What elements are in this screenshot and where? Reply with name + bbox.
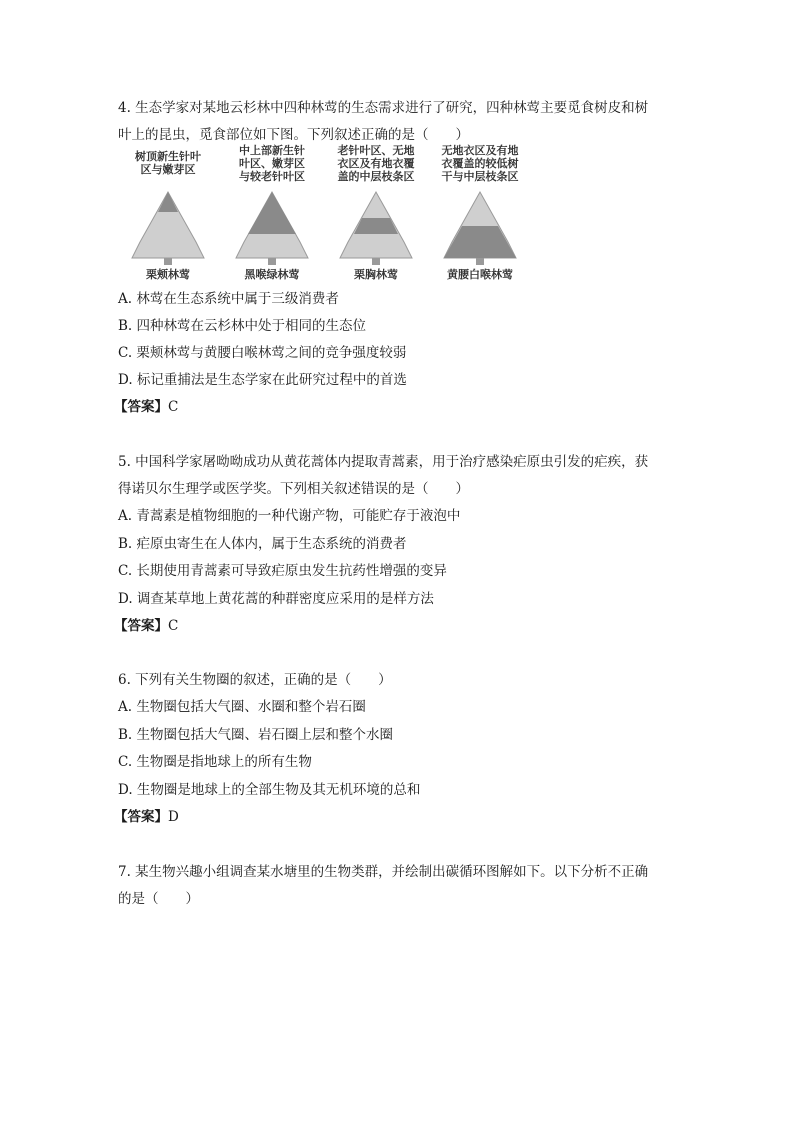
tree-4-top-label-line: 衣覆盖的较低树 [441, 157, 519, 170]
q4-option-c: C. 栗颊林莺与黄腰白喉林莺之间的竞争强度较弱 [118, 345, 407, 361]
answer-value: C [168, 399, 179, 415]
answer-label: 【答案】 [114, 618, 168, 634]
q5-option-c: C. 长期使用青蒿素可导致疟原虫发生抗药性增强的变异 [118, 563, 447, 579]
q5-answer [114, 616, 178, 636]
tree-3-top-label [326, 144, 426, 183]
tree-2-top-label-line: 叶区、嫩芽区 [239, 157, 305, 170]
q7-stem-line-1: 7. 某生物兴趣小组调查某水塘里的生物类群，并绘制出碳循环图解如下。以下分析不正确 [118, 864, 649, 880]
tree-black-throated-green [222, 144, 322, 282]
spruce-tree-icon [336, 190, 416, 266]
tree-1-bird-name: 栗颊林莺 [146, 268, 190, 281]
q4-stem-line-2: 叶上的昆虫，觅食部位如下图。下列叙述正确的是（ ） [118, 127, 469, 143]
q4-answer [114, 397, 178, 417]
tree-2-bird-name: 黑喉绿林莺 [244, 268, 300, 281]
tree-4-bird-name: 黄腰白喉林莺 [447, 268, 513, 281]
tree-4-top-label-line: 干与中层枝条区 [441, 170, 519, 183]
q6-option-a: A. 生物圈包括大气圈、水圈和整个岩石圈 [118, 699, 366, 715]
tree-bay-breasted-cheek [118, 150, 218, 282]
tree-2-top-label-line: 中上部新生针 [239, 144, 305, 157]
spruce-forest-figure [118, 144, 538, 282]
tree-3-top-label-line: 盖的中层枝条区 [337, 170, 415, 183]
q6-answer [114, 807, 179, 827]
answer-value: C [168, 618, 179, 634]
tree-2-top-label [222, 144, 322, 183]
spruce-tree-icon [128, 190, 208, 266]
q7-stem-line-2: 的是（ ） [118, 891, 199, 907]
tree-1-top-label [118, 150, 218, 176]
tree-3-bird-name: 栗胸林莺 [354, 268, 398, 281]
tree-4-top-label [430, 144, 530, 183]
tree-3-top-label-line: 老针叶区、无地 [337, 144, 415, 157]
q6-option-b: B. 生物圈包括大气圈、岩石圈上层和整个水圈 [118, 727, 394, 743]
q6-option-c: C. 生物圈是指地球上的所有生物 [118, 754, 312, 770]
q6-option-d: D. 生物圈是地球上的全部生物及其无机环境的总和 [118, 782, 421, 798]
q5-option-d: D. 调查某草地上黄花蒿的种群密度应采用的是样方法 [118, 591, 434, 607]
spruce-tree-icon [232, 190, 312, 266]
q5-option-b: B. 疟原虫寄生在人体内，属于生态系统的消费者 [118, 536, 407, 552]
tree-chestnut-breasted [326, 144, 426, 282]
tree-1-top-label-line: 区与嫩芽区 [140, 163, 196, 176]
q4-option-a: A. 林莺在生态系统中属于三级消费者 [118, 291, 339, 307]
answer-label: 【答案】 [114, 809, 168, 825]
tree-2-top-label-line: 与较老针叶区 [239, 170, 305, 183]
tree-3-top-label-line: 衣区及有地衣覆 [337, 157, 415, 170]
q4-option-d: D. 标记重捕法是生态学家在此研究过程中的首选 [118, 372, 407, 388]
q5-stem-line-1: 5. 中国科学家屠呦呦成功从黄花蒿体内提取青蒿素，用于治疗感染疟原虫引发的疟疾，获 [118, 454, 649, 470]
tree-yellow-rumped-white-throated [430, 144, 530, 282]
spruce-tree-icon [440, 190, 520, 266]
tree-1-top-label-line: 树顶新生针叶 [135, 150, 201, 163]
q5-stem-line-2: 得诺贝尔生理学或医学奖。下列相关叙述错误的是（ ） [118, 481, 469, 497]
q4-option-b: B. 四种林莺在云杉林中处于相同的生态位 [118, 318, 367, 334]
q4-stem-line-1: 4. 生态学家对某地云杉林中四种林莺的生态需求进行了研究，四种林莺主要觅食树皮和树 [118, 100, 649, 116]
q5-option-a: A. 青蒿素是植物细胞的一种代谢产物，可能贮存于液泡中 [118, 508, 461, 524]
answer-value: D [168, 809, 179, 825]
q6-stem: 6. 下列有关生物圈的叙述，正确的是（ ） [118, 672, 392, 688]
answer-label: 【答案】 [114, 399, 168, 415]
tree-4-top-label-line: 无地衣区及有地 [441, 144, 519, 157]
